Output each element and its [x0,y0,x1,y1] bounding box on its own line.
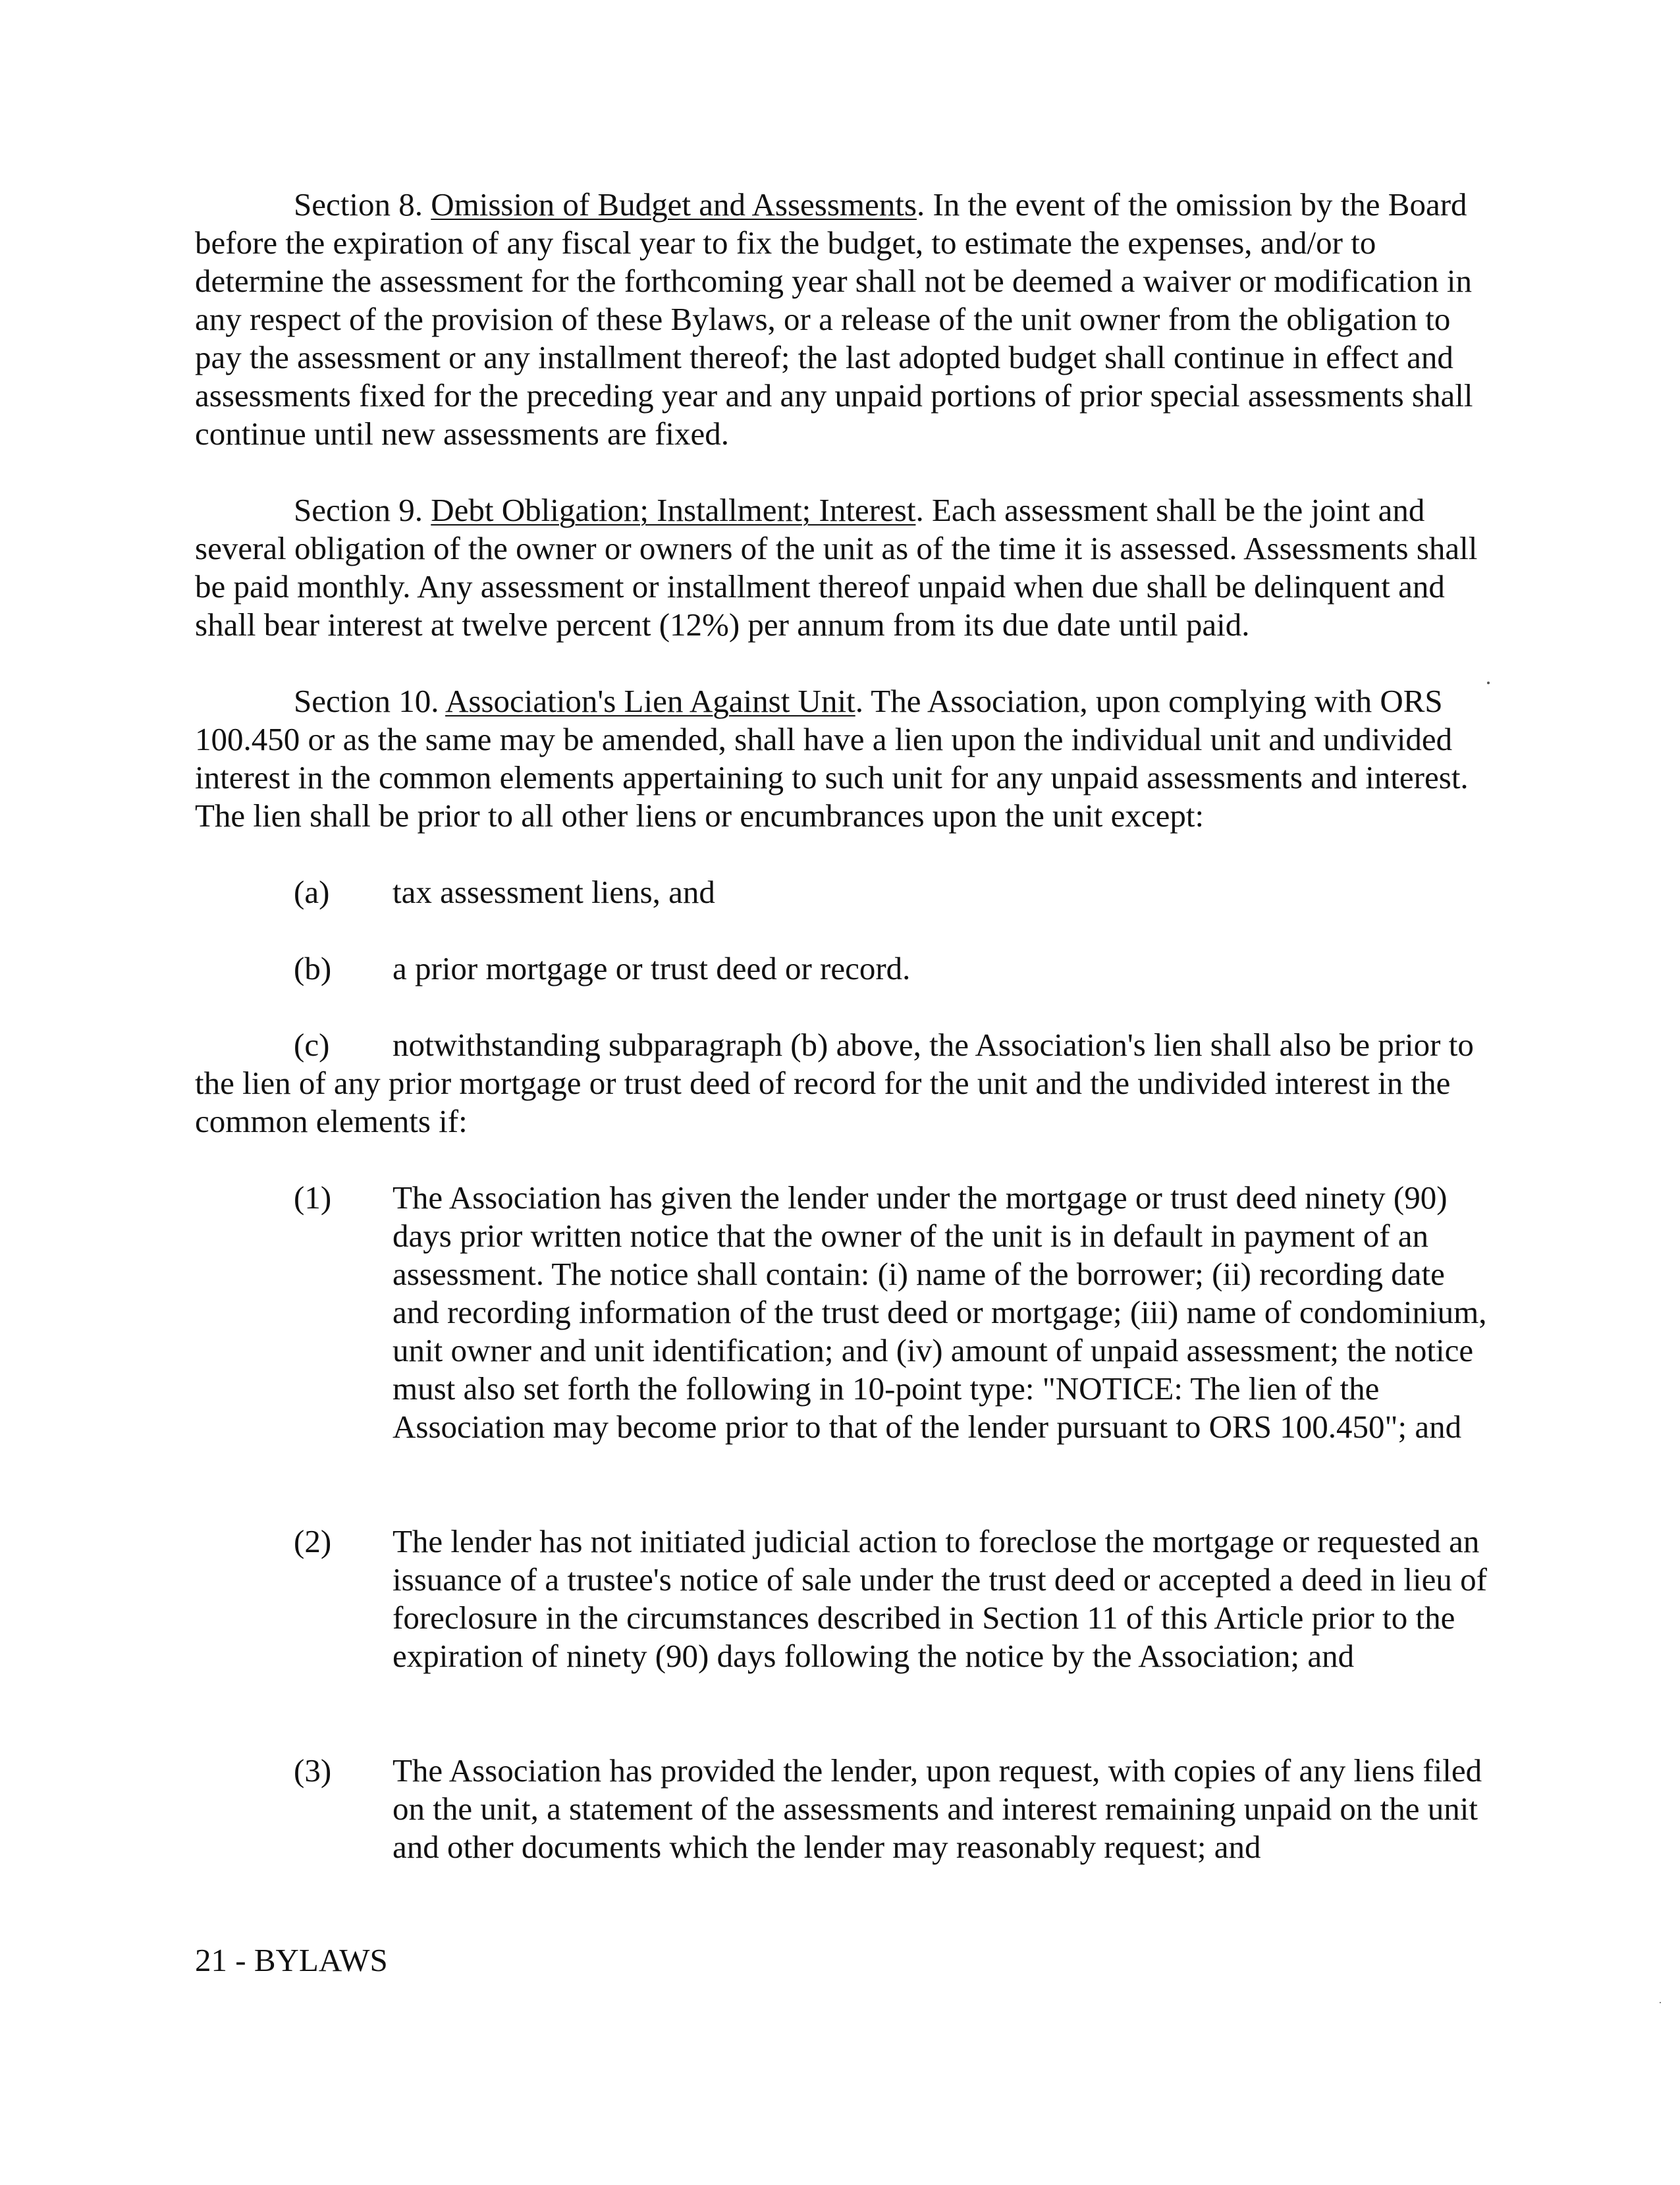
sub-item-text: The lender has not initiated judicial action to foreclose the mortgage or requested an issuance of a trustee's notice of sale under the trust deed or accepted a deed in lieu of foreclosure in the circumstances described in Section 11 of this Article prior to the expiration of ninety (90) days following the notice by the Association; and [393,1523,1487,1674]
section-10-label: Section 10. [294,683,446,719]
scan-speck [1660,2002,1661,2003]
section-8-body: . In the event of the omission by the Board before the expiration of any fiscal year to fix the budget, to estimate the expenses, and/or to determine the assessment for the forthcoming year shall not be deemed a waiver or modification in any respect of the provision of these Bylaws, or a release of the unit owner from the obligation to pay the assessment or any installment thereof; the last adopted budget shall continue in effect and assessments fixed for the preceding year and any unpaid portions of prior special assessments shall continue until new assessments are fixed. [195,186,1473,452]
section-8-heading: Omission of Budget and Assessments [431,186,917,223]
sub-item-text: The Association has provided the lender, upon request, with copies of any liens filed on the unit, a statement of the assessments and interest remaining unpaid on the unit and other documents which the lender may reasonably request; and [393,1752,1482,1865]
page-footer: 21 - BYLAWS [195,1942,388,1978]
section-10-paragraph [195,682,1492,835]
section-10-body: . The Association, upon complying with ORS 100.450 or as the same may be amended, shall have a lien upon the individual unit and undivided interest in the common elements appertaining to such unit for any unpaid assessments and interest. The lien shall be prior to all other liens or encumbrances upon the unit except: [195,683,1469,834]
sub-item-text: The Association has given the lender under the mortgage or trust deed ninety (90) days prior written notice that the owner of the unit is in default in payment of an assessment. The notice shall contain: (i) name of the borrower; (ii) recording date and recording information of the trust deed or mortgage; (iii) name of condominium, unit owner and unit identification; and (iv) amount of unpaid assessment; the notice must also set forth the following in 10-point type: "NOTICE: The lien of the Association may become prior to that of the lender pursuant to ORS 100.450"; and [393,1179,1487,1445]
sub-item-marker: (1) [294,1179,332,1216]
item-text: tax assessment liens, and [393,874,715,910]
item-text: notwithstanding subparagraph (b) above, the Association's lien shall also be prior to the lien of any prior mortgage or trust deed of record for the unit and the undivided interest in the common elements if: [195,1027,1474,1139]
section-8-label: Section 8. [294,186,431,223]
section-9-paragraph [195,491,1492,644]
section-8-paragraph [195,186,1492,453]
scan-speck [1487,682,1490,684]
item-text: a prior mortgage or trust deed or record. [393,950,911,986]
section-9-body: . Each assessment shall be the joint and several obligation of the owner or owners of the unit as of the time it is assessed. Assessments shall be paid monthly. Any assessment or installment thereof unpaid when due shall be delinquent and shall bear interest at twelve percent (12%) per annum from its due date until paid. [195,492,1478,643]
section-10-heading: Association's Lien Against Unit [445,683,855,719]
sub-item-marker: (2) [294,1523,332,1559]
section-9-label: Section 9. [294,492,431,528]
list-item-c [195,1026,1492,1141]
sub-item-marker: (3) [294,1752,332,1789]
item-marker: (c) [294,1027,330,1063]
item-marker: (b) [294,950,332,986]
section-9-heading: Debt Obligation; Installment; Interest [431,492,916,528]
item-marker: (a) [294,874,330,910]
